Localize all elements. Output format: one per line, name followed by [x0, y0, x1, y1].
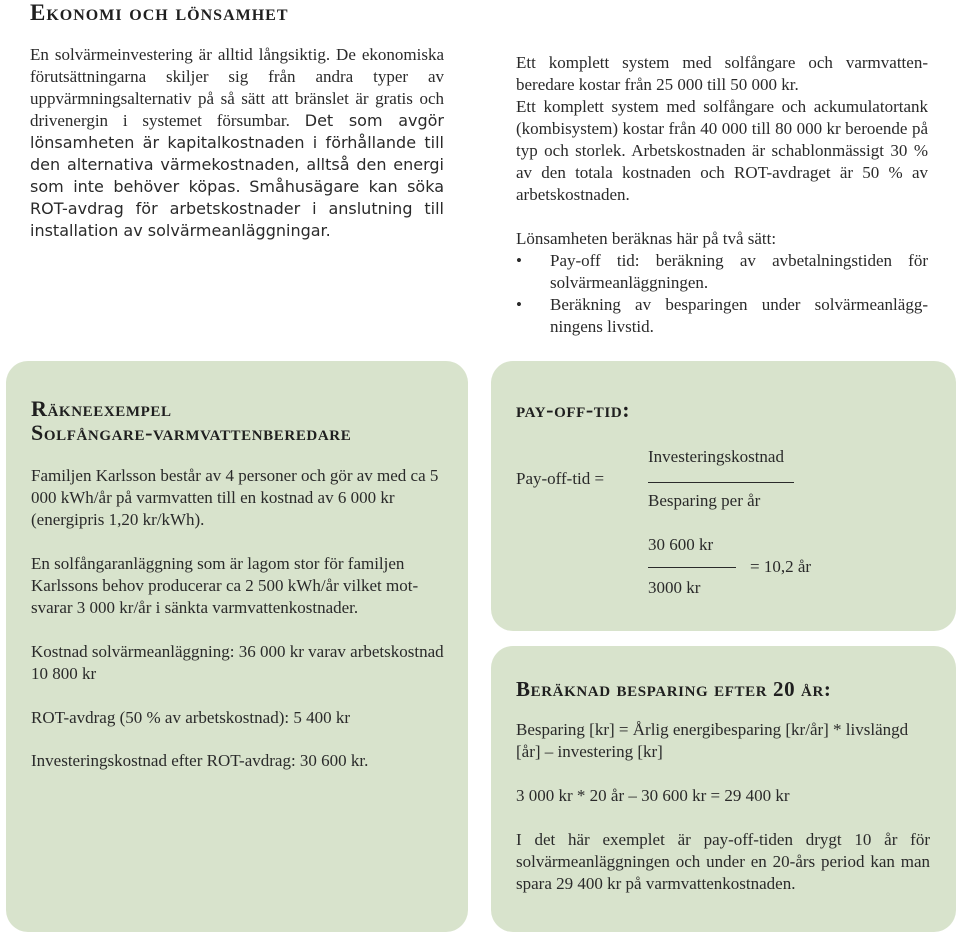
left-rot-text: Småhusägare kan söka ROT-avdrag för arbetskostnader i anslutning till installation av solvärmeanläggningar.: [30, 177, 445, 240]
payoff-result: = 10,2 år: [750, 557, 812, 576]
savings-title: Beräknad besparing efter 20 år:: [516, 677, 832, 701]
calculation-example-box: [6, 361, 468, 932]
example-cost-line: Kostnad solvärmeanläggning: 36 000 kr varav arbetskostnad 10 800 kr: [31, 642, 444, 683]
payoff-lhs: Pay-off-tid =: [516, 469, 605, 488]
left-paragraph: [30, 44, 444, 242]
left-intro-text: En solvärmeinvestering är alltid långsiktig. De ekonomiska förutsättningarna skiljer sig från andra typer av uppvärmningsalternativ på så sätt att bränslet är gratis och drivenergin i systemet försumbar.: [30, 45, 444, 130]
right-paragraph-1: Ett komplett system med solfångare och varmvattenberedare kostar från 25 000 till 50 000 kr.: [516, 53, 928, 94]
right-paragraph-2: Ett komplett system med solfångare och ackumulatortank (kombisystem) kostar från 40 000 till 80 000 kr beroende på typ och storlek. Arbetskostnaden är schablonmässigt 30 % av den totala kostnaden och ROT-avdraget är 50 % av arbetskostnaden.: [516, 97, 928, 204]
payoff-denominator-value: 3000 kr: [648, 578, 701, 597]
list-item: • Pay-off tid: beräkning av avbetalningstiden för solvärmeanläggningen.: [516, 250, 928, 294]
payoff-numerator: Investeringskostnad: [648, 447, 784, 466]
fraction-line: [648, 567, 736, 568]
example-paragraph-1: Familjen Karlsson består av 4 personer och gör av med ca 5 000 kWh/år på varmvatten till en kostnad av 6 000 kr (energipris 1,20 kr/kWh).: [31, 466, 439, 529]
example-title-line-1: Räkneexempel: [31, 396, 172, 421]
payoff-numerator-value: 30 600 kr: [648, 535, 714, 554]
example-investment-line: Investeringskostnad efter ROT-avdrag: 30 600 kr.: [31, 751, 369, 770]
right-column: [516, 52, 928, 338]
savings-calculation: 3 000 kr * 20 år – 30 600 kr = 29 400 kr: [516, 786, 790, 805]
example-paragraph-2: En solfångaranläggning som är lagom stor för familjen Karlssons behov producerar ca 2 500 kWh/år vilket motsvarar 3 000 kr/år i sänkta varmvattenkostnader.: [31, 554, 419, 617]
list-item: • Beräkning av besparingen under solvärmeanläggningens livstid.: [516, 294, 928, 338]
payoff-title: pay-off-tid:: [516, 397, 631, 422]
savings-conclusion: I det här exemplet är pay-off-tiden drygt 10 år för solvärmeanläggningen och under en 20-års period kan man spara 29 400 kr på varmvattenkostnaden.: [516, 830, 930, 893]
example-title-line-2: Solfångare-varmvattenberedare: [31, 420, 352, 445]
section-title: Ekonomi och lönsamhet: [30, 0, 289, 25]
example-rot-line: ROT-avdrag (50 % av arbetskostnad): 5 400 kr: [31, 708, 350, 727]
savings-formula: Besparing [kr] = Årlig energibesparing [kr/år] * livslängd [år] – investering [kr]: [516, 720, 909, 761]
left-column: [30, 44, 444, 242]
payoff-box: [491, 361, 956, 631]
fraction-line: [648, 482, 794, 483]
left-profitability-text: Det som avgör lönsamheten är kapitalkostnaden i förhållande till den alternativa värmekostnaden, alltså den energi som inte behöver köpas.: [30, 111, 445, 196]
profitability-method-list: [516, 250, 928, 338]
payoff-denominator: Besparing per år: [648, 491, 761, 510]
savings-box: [491, 646, 956, 932]
right-paragraph-3: Lönsamheten beräknas här på två sätt:: [516, 229, 777, 248]
